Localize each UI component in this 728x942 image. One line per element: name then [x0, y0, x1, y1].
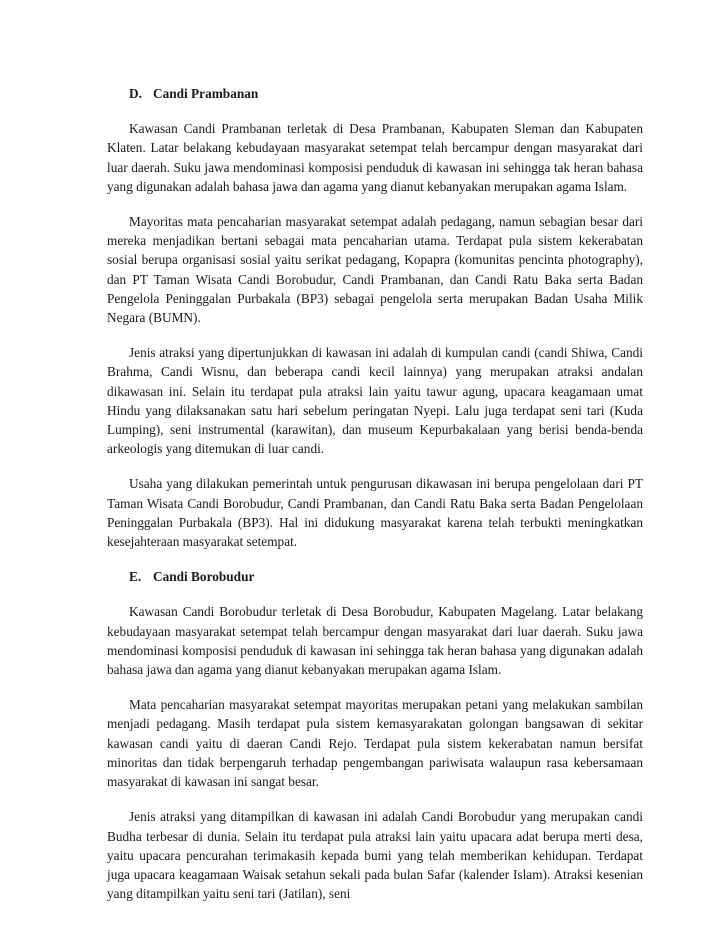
section-heading-d — [107, 84, 643, 103]
paragraph: Jenis atraksi yang dipertunjukkan di kawasan ini adalah di kumpulan candi (candi Shiwa, Candi Brahma, Candi Wisnu, dan beberapa candi kecil lainnya) yang merupakan atraksi andalan dikawasan ini. Selain itu terdapat pula atraksi lain yaitu tawur agung, upacara keagamaan umat Hindu yang dilaksanakan satu hari sebelum peringatan Nyepi. Lalu juga terdapat seni tari (Kuda Lumping), seni instrumental (karawitan), dan museum Kepurbakalaan yang berisi benda-benda arkeologis yang ditemukan di luar candi. — [107, 345, 643, 457]
paragraph: Jenis atraksi yang ditampilkan di kawasan ini adalah Candi Borobudur yang merupakan candi Budha terbesar di dunia. Selain itu terdapat pula atraksi lain yaitu upacara adat berupa merti desa, yaitu upacara pencurahan terimakasih kepada bumi yang telah memberikan kehidupan. Terdapat juga upacara keagamaan Waisak setahun sekali pada bulan Safar (kalender Islam). Atraksi kesenian yang ditampilkan yaitu seni tari (Jatilan), seni — [107, 809, 643, 902]
document-page — [107, 84, 643, 903]
paragraph: Kawasan Candi Prambanan terletak di Desa Prambanan, Kabupaten Sleman dan Kabupaten Klaten. Latar belakang kebudayaan masyarakat setempat telah bercampur dengan masyarakat dari luar daerah. Suku jawa mendominasi komposisi penduduk di kawasan ini sehingga tak heran bahasa yang digunakan adalah bahasa jawa dan agama yang dianut kebanyakan merupakan agama Islam. — [107, 121, 643, 194]
paragraph: Usaha yang dilakukan pemerintah untuk pengurusan dikawasan ini berupa pengelolaan dari PT Taman Wisata Candi Borobudur, Candi Prambanan, dan Candi Ratu Baka serta Badan Pengelolaan Peninggalan Purbakala (BP3). Hal ini didukung masyarakat karena telah terbukti meningkatkan kesejahteraan masyarakat setempat. — [107, 476, 643, 550]
paragraph: Kawasan Candi Borobudur terletak di Desa Borobudur, Kabupaten Magelang. Latar belakang kebudayaan masyarakat setempat telah bercampur dengan masyarakat dari luar daerah. Suku jawa mendominasi komposisi penduduk di kawasan ini sehingga tak heran bahasa yang digunakan adalah bahasa jawa dan agama yang dianut kebanyakan merupakan agama Islam. — [107, 604, 643, 678]
section-title: Candi Prambanan — [153, 86, 259, 101]
section-number: D. — [129, 86, 142, 101]
paragraph: Mata pencaharian masyarakat setempat mayoritas merupakan petani yang melakukan sambilan menjadi pedagang. Masih terdapat pula sistem kemasyarakatan golongan bangsawan di sekitar kawasan candi yaitu di daeran Candi Rejo. Terdapat pula sistem kekerabatan namun bersifat minoritas dan tidak berpengaruh terhadap pengembangan pariwisata walaupun rasa kebersamaan masyarakat di kawasan ini sangat besar. — [107, 697, 643, 790]
paragraph: Mayoritas mata pencaharian masyarakat setempat adalah pedagang, namun sebagian besar dari mereka menjadikan bertani sebagai mata pencaharian utama. Terdapat pula sistem kekerabatan sosial berupa organisasi sosial yaitu serikat pedagang, Kopapra (komunitas pencinta photography), dan PT Taman Wisata Candi Borobudur, Candi Prambanan, dan Candi Ratu Baka serta Badan Pengelola Peninggalan Purbakala (BP3) sebagai pengelola serta merupakan Badan Usaha Milik Negara (BUMN). — [107, 214, 643, 326]
section-title: Candi Borobudur — [153, 569, 255, 585]
section-number: E. — [129, 569, 142, 585]
section-heading-e — [107, 567, 643, 586]
